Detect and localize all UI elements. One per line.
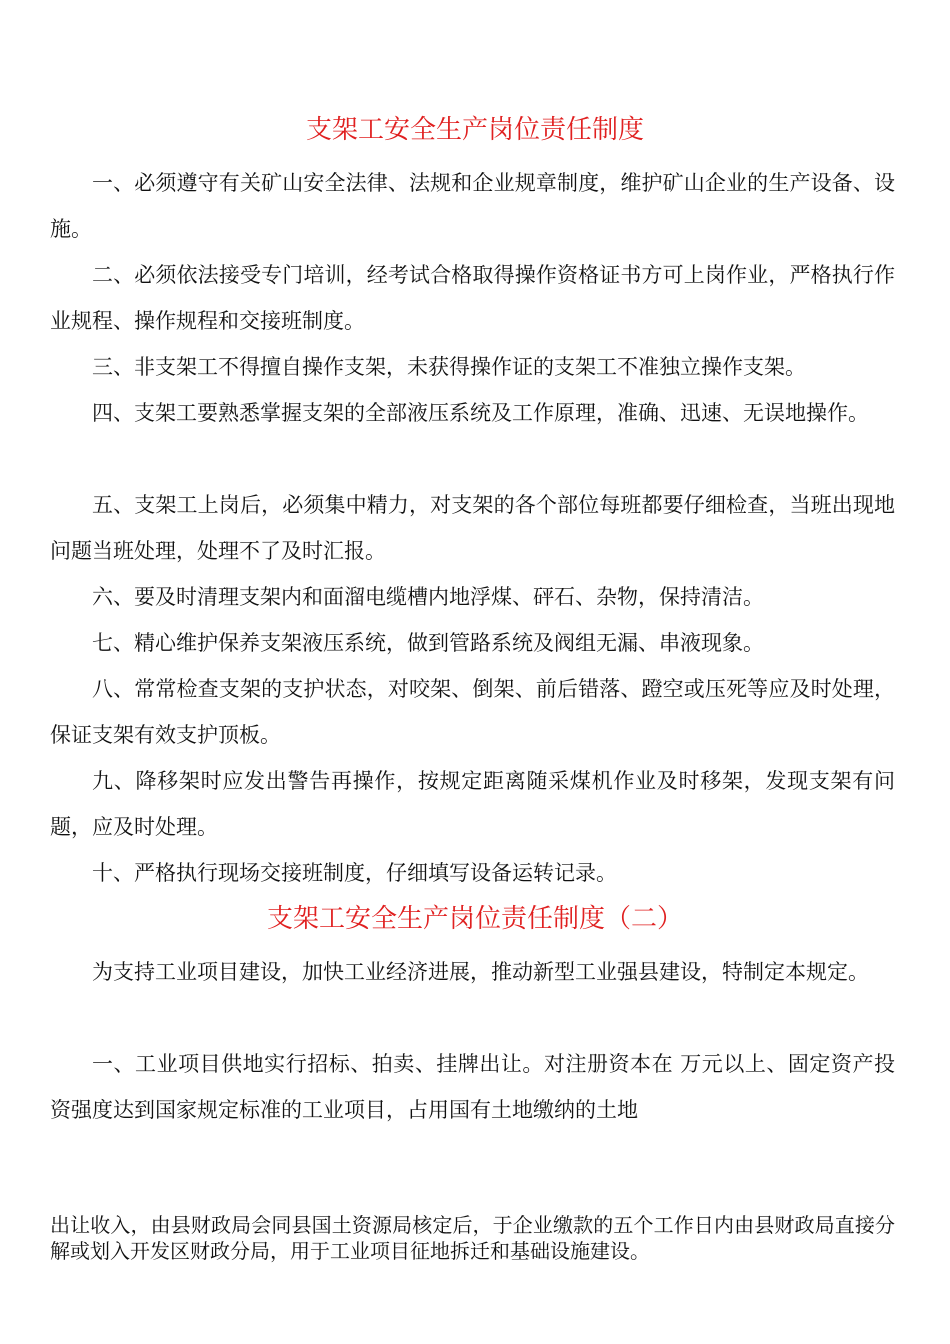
section2-intro: 为支持工业项目建设，加快工业经济进展，推动新型工业强县建设，特制定本规定。 — [92, 960, 869, 984]
clause-7: 七、精心维护保养支架液压系统，做到管路系统及阀组无漏、串液现象。 — [92, 631, 764, 655]
continuation-paragraph: 出让收入，由县财政局会同县国土资源局核定后，于企业缴款的五个工作日内由县财政局直接分解或划入开发区财政分局，用于工业项目征地拆迁和基础设施建设。 — [50, 1213, 895, 1263]
clause-5: 五、支架工上岗后，必须集中精力，对支架的各个部位每班都要仔细检查，当班出现地问题当班处理，处理不了及时汇报。 — [50, 493, 895, 563]
section2-clause-1: 一、工业项目供地实行招标、拍卖、挂牌出让。对注册资本在 万元以上、固定资产投资强度达到国家规定标准的工业项目，占用国有土地缴纳的土地 — [50, 1052, 895, 1122]
clause-8: 八、常常检查支架的支护状态，对咬架、倒架、前后错落、蹬空或压死等应及时处理，保证支架有效支护顶板。 — [50, 677, 895, 747]
clause-1: 一、必须遵守有关矿山安全法律、法规和企业规章制度，维护矿山企业的生产设备、设施。 — [50, 171, 895, 241]
clause-10: 十、严格执行现场交接班制度，仔细填写设备运转记录。 — [92, 861, 617, 885]
clause-2: 二、必须依法接受专门培训，经考试合格取得操作资格证书方可上岗作业，严格执行作业规程、操作规程和交接班制度。 — [50, 263, 895, 333]
clause-9: 九、降移架时应发出警告再操作，按规定距离随采煤机作业及时移架，发现支架有问题，应及时处理。 — [50, 769, 895, 839]
clause-6: 六、要及时清理支架内和面溜电缆槽内地浮煤、砰石、杂物，保持清洁。 — [92, 585, 764, 609]
document-title: 支架工安全生产岗位责任制度 — [305, 115, 644, 145]
clause-3: 三、非支架工不得擅自操作支架，未获得操作证的支架工不准独立操作支架。 — [92, 355, 806, 379]
clause-4: 四、支架工要熟悉掌握支架的全部液压系统及工作原理，准确、迅速、无误地操作。 — [92, 401, 869, 425]
section-title-2: 支架工安全生产岗位责任制度（二） — [266, 904, 683, 934]
